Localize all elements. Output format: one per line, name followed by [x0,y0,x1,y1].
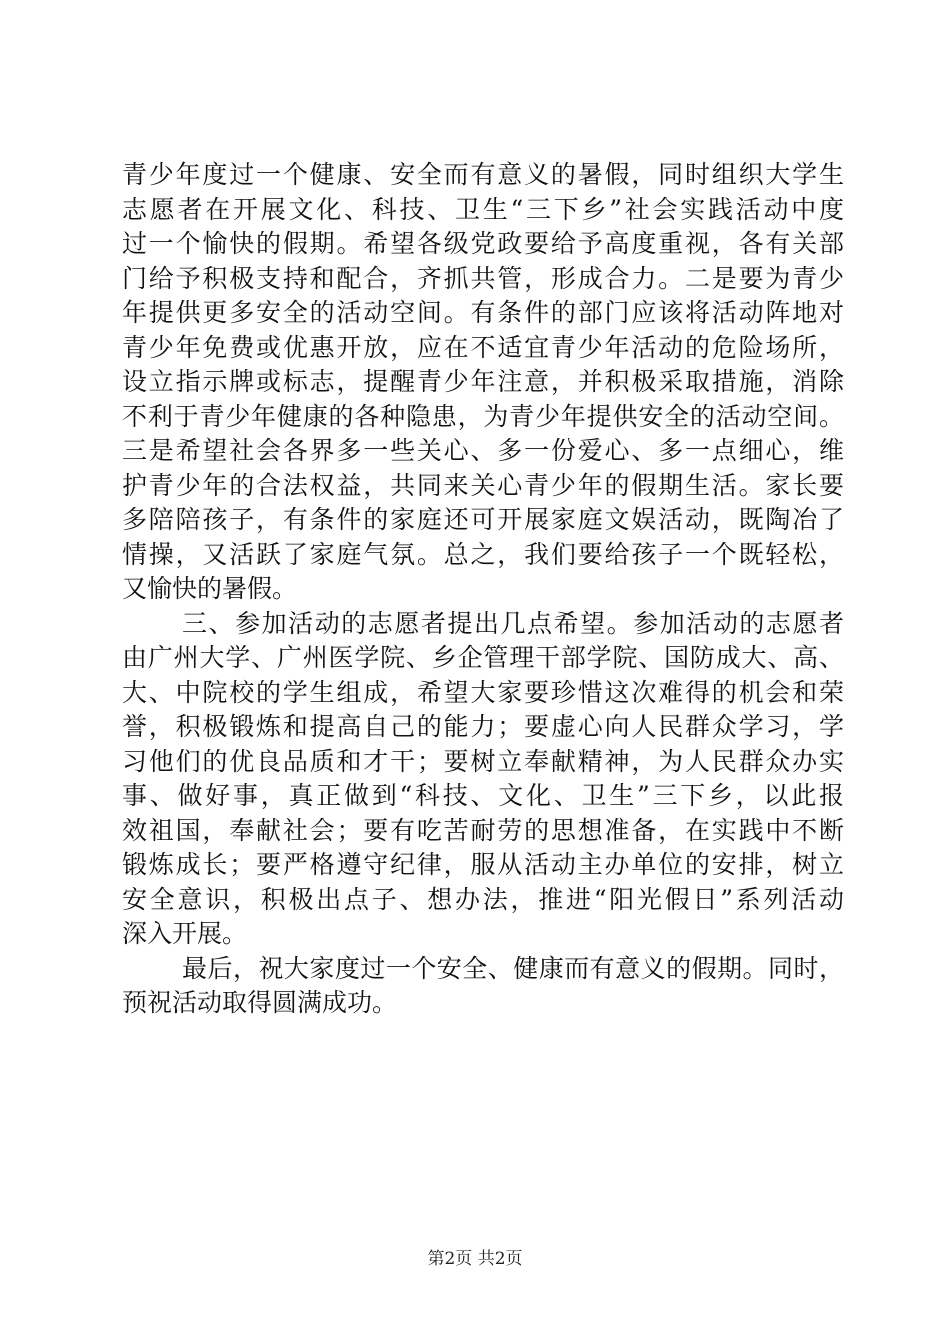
text-line: 誉，积极锻炼和提高自己的能力；要虚心向人民群众学习，学 [122,712,844,741]
text-line: 三是希望社会各界多一些关心、多一份爱心、多一点细心，维 [122,436,844,465]
paragraph [122,158,844,607]
text-line: 又愉快的暑假。 [122,574,298,603]
text-line: 过一个愉快的假期。希望各级党政要给予高度重视，各有关部 [122,229,844,258]
document-body [122,158,844,1021]
text-line: 由广州大学、广州医学院、乡企管理干部学院、国防成大、高、 [122,643,844,672]
text-line: 设立指示牌或标志，提醒青少年注意，并积极采取措施，消除 [122,367,844,396]
text-line: 三、参加活动的志愿者提出几点希望。参加活动的志愿者 [182,608,844,638]
text-line: 青少年免费或优惠开放，应在不适宜青少年活动的危险场所， [122,332,844,362]
paragraph [122,607,844,952]
text-line: 效祖国，奉献社会；要有吃苦耐劳的思想准备，在实践中不断 [122,815,844,845]
text-line: 事、做好事，真正做到“科技、文化、卫生”三下乡，以此报 [122,781,844,810]
text-line: 预祝活动取得圆满成功。 [122,988,398,1017]
text-line: 青少年度过一个健康、安全而有意义的暑假，同时组织大学生 [122,160,844,189]
text-line: 不利于青少年健康的各种隐患，为青少年提供安全的活动空间。 [122,401,844,431]
text-line: 志愿者在开展文化、科技、卫生“三下乡”社会实践活动中度 [122,194,844,224]
text-line: 大、中院校的学生组成，希望大家要珍惜这次难得的机会和荣 [122,677,844,707]
text-line: 最后，祝大家度过一个安全、健康而有意义的假期。同时， [182,953,844,983]
text-line: 习他们的优良品质和才干；要树立奉献精神，为人民群众办实 [122,746,844,776]
text-line: 护青少年的合法权益，共同来关心青少年的假期生活。家长要 [122,470,844,500]
text-line: 安全意识，积极出点子、想办法，推进“阳光假日”系列活动 [122,884,844,914]
text-line: 深入开展。 [122,919,248,948]
text-line: 年提供更多安全的活动空间。有条件的部门应该将活动阵地对 [122,298,844,327]
text-line: 多陪陪孩子，有条件的家庭还可开展家庭文娱活动，既陶冶了 [122,505,844,534]
text-line: 门给予积极支持和配合，齐抓共管，形成合力。二是要为青少 [122,263,844,293]
paragraph [122,952,844,1021]
text-line: 情操，又活跃了家庭气氛。总之，我们要给孩子一个既轻松， [122,539,844,569]
text-line: 锻炼成长；要严格遵守纪律，服从活动主办单位的安排，树立 [122,850,844,879]
page-footer: 第2页 共2页 [427,1249,523,1269]
